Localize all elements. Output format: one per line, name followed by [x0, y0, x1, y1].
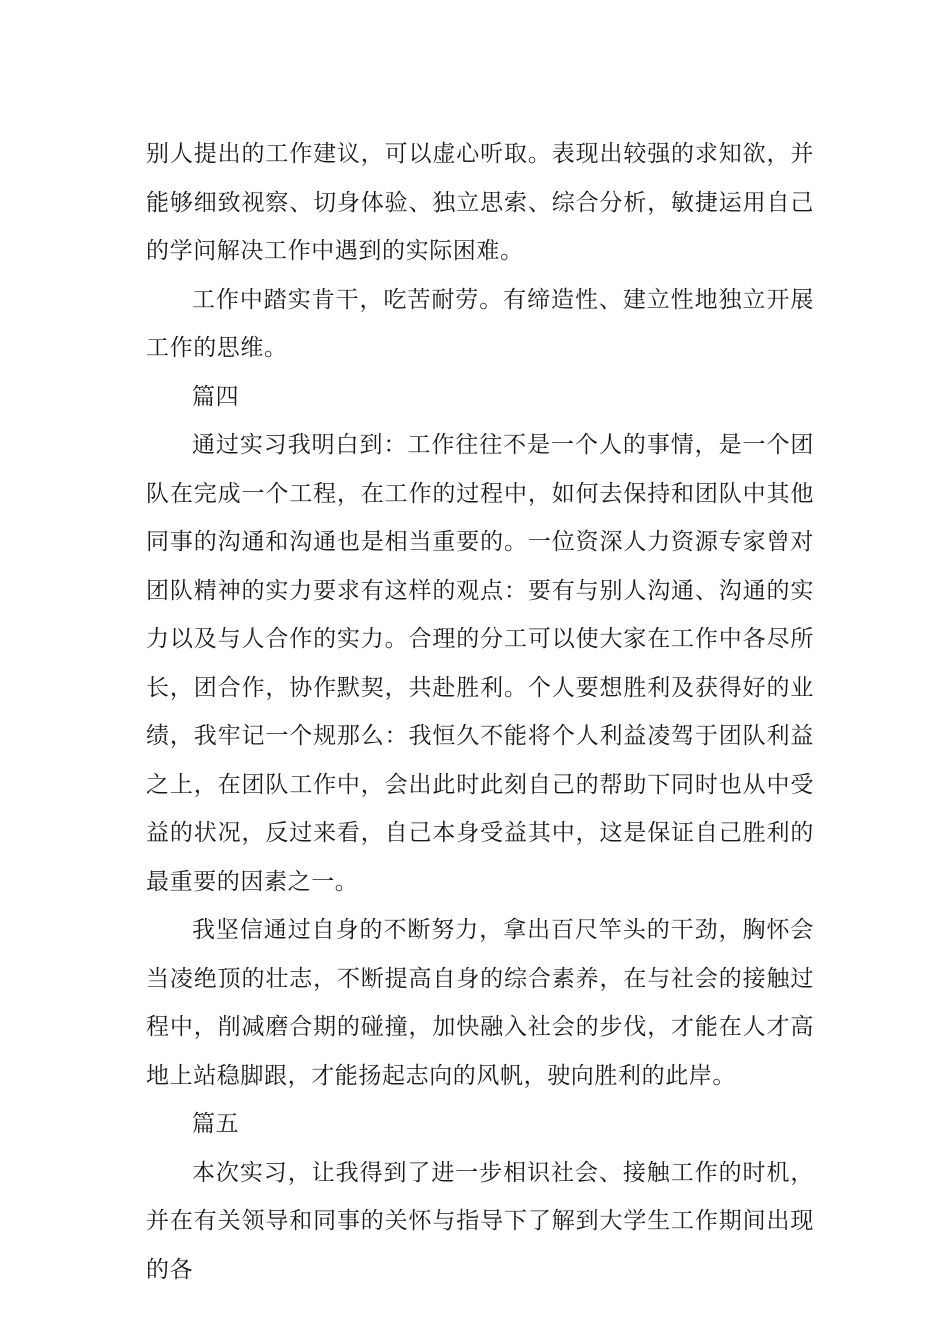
section-heading-5: 篇五 [192, 1111, 240, 1137]
paragraph-5: 本次实习，让我得到了进一步相识社会、接触工作的时机，并在有关领导和同事的关怀与指导下了解到大学生工作期间出现的各 [146, 1159, 814, 1283]
paragraph-4: 我坚信通过自身的不断努力，拿出百尺竿头的干劲，胸怀会当凌绝顶的壮志，不断提高自身的综合素养，在与社会的接触过程中，削减磨合期的碰撞，加快融入社会的步伐，才能在人才高地上站稳脚跟，才能扬起志向的风帆，驶向胜利的此岸。 [146, 917, 814, 1089]
paragraph-2: 工作中踏实肯干，吃苦耐劳。有缔造性、建立性地独立开展工作的思维。 [146, 286, 814, 361]
section-heading-4: 篇四 [192, 383, 240, 410]
document-body [146, 130, 814, 1294]
paragraph-3: 通过实习我明白到：工作往往不是一个人的事情，是一个团队在完成一个工程，在工作的过程中，如何去保持和团队中其他同事的沟通和沟通也是相当重要的。一位资深人力资源专家曾对团队精神的实力要求有这样的观点：要有与别人沟通、沟通的实力以及与人合作的实力。合理的分工可以使大家在工作中各尽所长，团合作，协作默契，共赴胜利。个人要想胜利及获得好的业绩，我牢记一个规那么：我恒久不能将个人利益凌驾于团队利益之上，在团队工作中，会出此时此刻自己的帮助下同时也从中受益的状况，反过来看，自己本身受益其中，这是保证自己胜利的最重要的因素之一。 [146, 432, 814, 895]
paragraph-1: 别人提出的工作建议，可以虚心听取。表现出较强的求知欲，并能够细致视察、切身体验、独立思索、综合分析，敏捷运用自己的学问解决工作中遇到的实际困难。 [146, 141, 814, 264]
